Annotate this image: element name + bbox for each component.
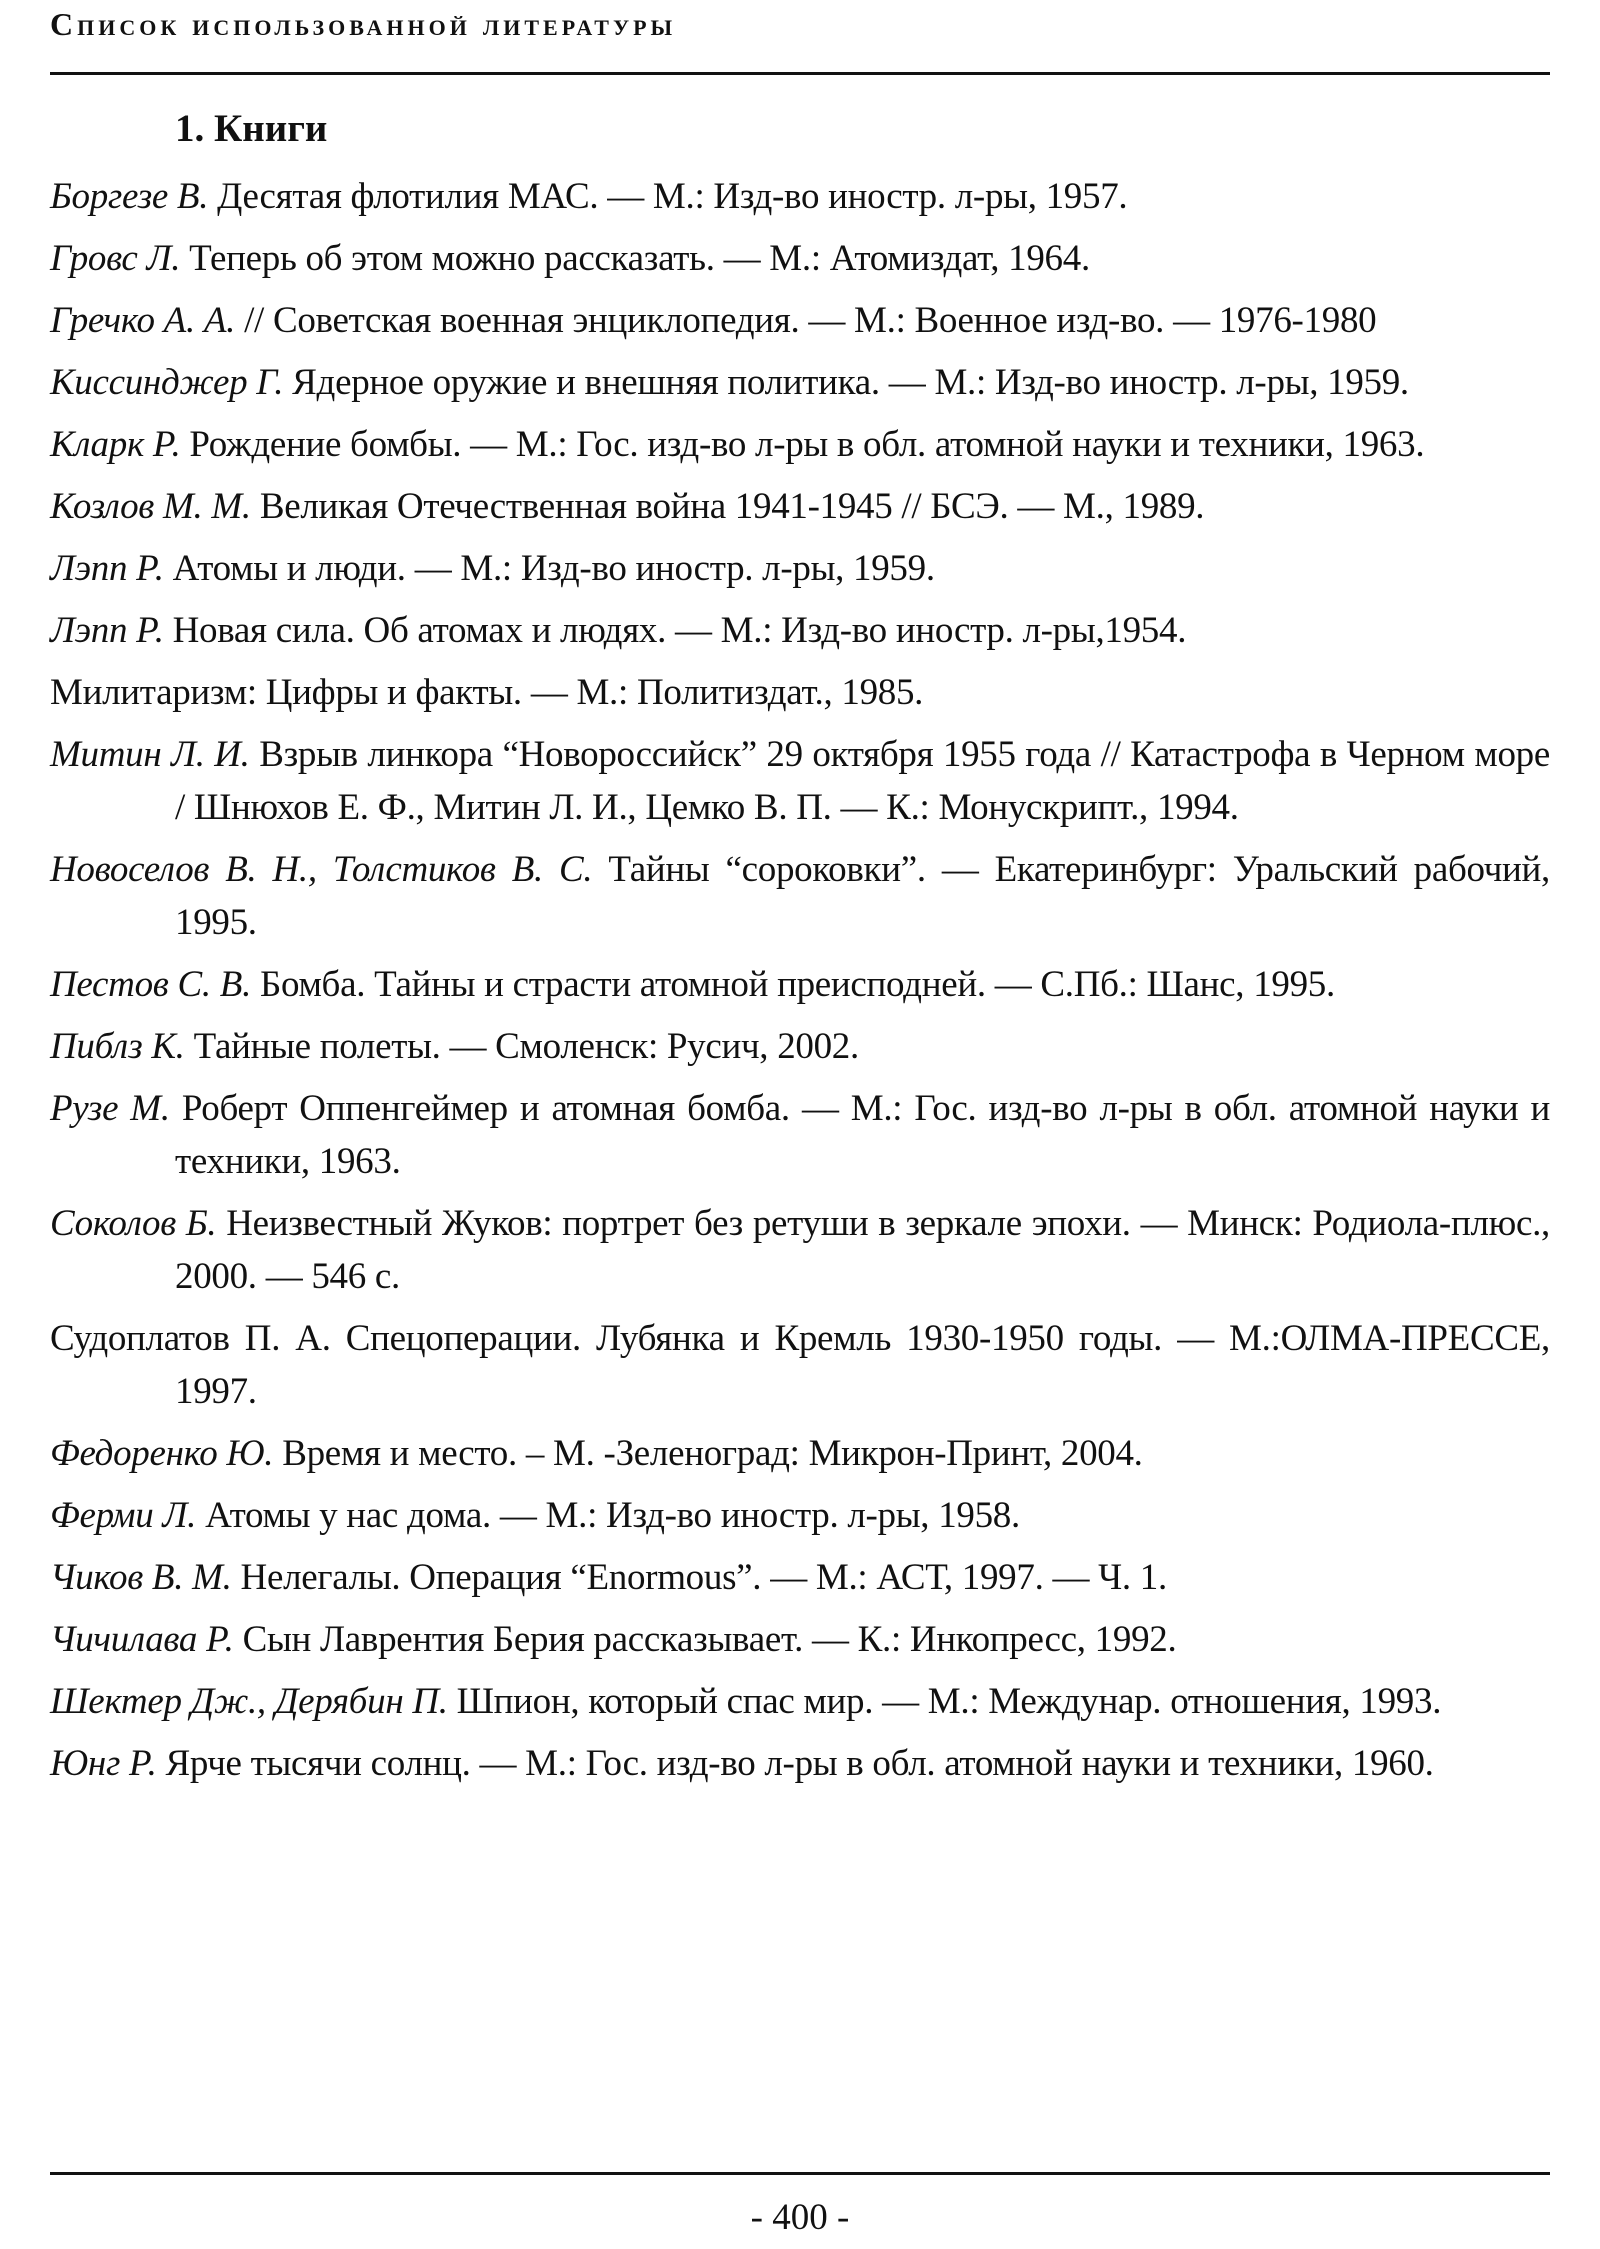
entry-text: // Советская военная энциклопедия. — М.: Военное изд-во. — 1976-1980	[244, 300, 1377, 341]
entry-author: Пиблз К.	[50, 1026, 185, 1067]
entry-text: Новая сила. Об атомах и людях. — М.: Изд-во иностр. л-ры,1954.	[172, 610, 1187, 651]
entry-text: Атомы у нас дома. — М.: Изд-во иностр. л-ры, 1958.	[205, 1495, 1020, 1536]
bibliography-entry	[50, 1489, 1550, 1542]
bibliography-entry	[50, 1020, 1550, 1073]
entry-author: Соколов Б.	[50, 1203, 217, 1244]
entry-author: Козлов М. М.	[50, 486, 251, 527]
entry-author: Гречко А. А.	[50, 300, 236, 341]
entry-author: Ферми Л.	[50, 1495, 197, 1536]
entry-author: Лэпп Р.	[50, 548, 164, 589]
entry-author: Шектер Дж., Дерябин П.	[50, 1681, 448, 1722]
bibliography-entry	[50, 356, 1550, 409]
page-number: - 400 -	[750, 2197, 850, 2238]
entry-author: Чиков В. М.	[50, 1557, 232, 1598]
entry-author: Рузе М.	[50, 1088, 170, 1129]
entry-text: Великая Отечественная война 1941-1945 // БСЭ. — М., 1989.	[259, 486, 1205, 527]
bibliography-entry	[50, 418, 1550, 471]
bibliography-entry	[50, 1427, 1550, 1480]
bibliography-entry	[50, 542, 1550, 595]
entry-text: Милитаризм: Цифры и факты. — М.: Политиздат., 1985.	[50, 672, 924, 713]
running-head-title: Список использованной литературы	[50, 6, 677, 42]
entry-author: Чичилава Р.	[50, 1619, 234, 1660]
entry-text: Роберт Оппенгеймер и атомная бомба. — М.: Гос. изд-во л-ры в обл. атомной науки и техники, 1963.	[175, 1088, 1550, 1182]
bibliography-entry	[50, 294, 1550, 347]
entry-text: Теперь об этом можно рассказать. — М.: Атомиздат, 1964.	[189, 238, 1090, 279]
entry-author: Киссинджер Г.	[50, 362, 284, 403]
bibliography-entry	[50, 1082, 1550, 1188]
entry-text: Неизвестный Жуков: портрет без ретуши в зеркале эпохи. — Минск: Родиола-плюс., 2000. — 546 с.	[175, 1203, 1550, 1297]
bibliography-entry	[50, 480, 1550, 533]
bibliography-entry	[50, 958, 1550, 1011]
entry-text: Атомы и люди. — М.: Изд-во иностр. л-ры, 1959.	[172, 548, 935, 589]
footer-rule	[50, 2172, 1550, 2175]
bibliography-entry	[50, 170, 1550, 223]
bibliography-entry	[50, 1312, 1550, 1418]
entry-author: Кларк Р.	[50, 424, 181, 465]
entry-text: Тайны “сороковки”. — Екатеринбург: Уральский рабочий, 1995.	[175, 849, 1550, 943]
bibliography-entry	[50, 1551, 1550, 1604]
entry-text: Рождение бомбы. — М.: Гос. изд-во л-ры в обл. атомной науки и техники, 1963.	[189, 424, 1425, 465]
bibliography-entry	[50, 728, 1550, 834]
entry-author: Пестов С. В.	[50, 964, 252, 1005]
bibliography-entry	[50, 1737, 1550, 1790]
entry-author: Боргезе В.	[50, 176, 209, 217]
entry-text: Ярче тысячи солнц. — М.: Гос. изд-во л-ры в обл. атомной науки и техники, 1960.	[165, 1743, 1434, 1784]
entry-text: Сын Лаврентия Берия рассказывает. — К.: Инкопресс, 1992.	[242, 1619, 1177, 1660]
entry-text: Бомба. Тайны и страсти атомной преисподней. — С.Пб.: Шанс, 1995.	[260, 964, 1335, 1005]
entry-author: Новоселов В. Н., Толстиков В. С.	[50, 849, 593, 890]
section-heading: 1. Книги	[175, 107, 328, 150]
bibliography-entry	[50, 1675, 1550, 1728]
entry-text: Судоплатов П. А. Спецоперации. Лубянка и Кремль 1930-1950 годы. — М.:ОЛМА-ПРЕССЕ, 1997.	[50, 1318, 1550, 1412]
header-rule	[50, 72, 1550, 75]
bibliography-entry	[50, 1197, 1550, 1303]
entry-text: Шпион, который спас мир. — М.: Междунар. отношения, 1993.	[456, 1681, 1442, 1722]
entry-text: Время и место. – М. -Зеленоград: Микрон-Принт, 2004.	[282, 1433, 1143, 1474]
bibliography-entry	[50, 666, 1550, 719]
bibliography-entry	[50, 604, 1550, 657]
entry-author: Гровс Л.	[50, 238, 181, 279]
entry-text: Нелегалы. Операция “Enormous”. — М.: АСТ, 1997. — Ч. 1.	[240, 1557, 1167, 1598]
bibliography-list	[50, 170, 1550, 1799]
bibliography-entry	[50, 843, 1550, 949]
entry-text: Десятая флотилия МАС. — М.: Изд-во иностр. л-ры, 1957.	[217, 176, 1128, 217]
entry-author: Митин Л. И.	[50, 734, 250, 775]
entry-text: Ядерное оружие и внешняя политика. — М.: Изд-во иностр. л-ры, 1959.	[292, 362, 1409, 403]
entry-author: Лэпп Р.	[50, 610, 164, 651]
entry-author: Юнг Р.	[50, 1743, 157, 1784]
entry-text: Взрыв линкора “Новороссийск” 29 октября 1955 года // Катастрофа в Черном море / Шнюхов Е. Ф., Митин Л. И., Цемко В. П. — К.: Монускрипт., 1994.	[175, 734, 1550, 828]
book-page	[50, 0, 1550, 2249]
entry-author: Федоренко Ю.	[50, 1433, 274, 1474]
bibliography-entry	[50, 232, 1550, 285]
entry-text: Тайные полеты. — Смоленск: Русич, 2002.	[193, 1026, 859, 1067]
bibliography-entry	[50, 1613, 1550, 1666]
